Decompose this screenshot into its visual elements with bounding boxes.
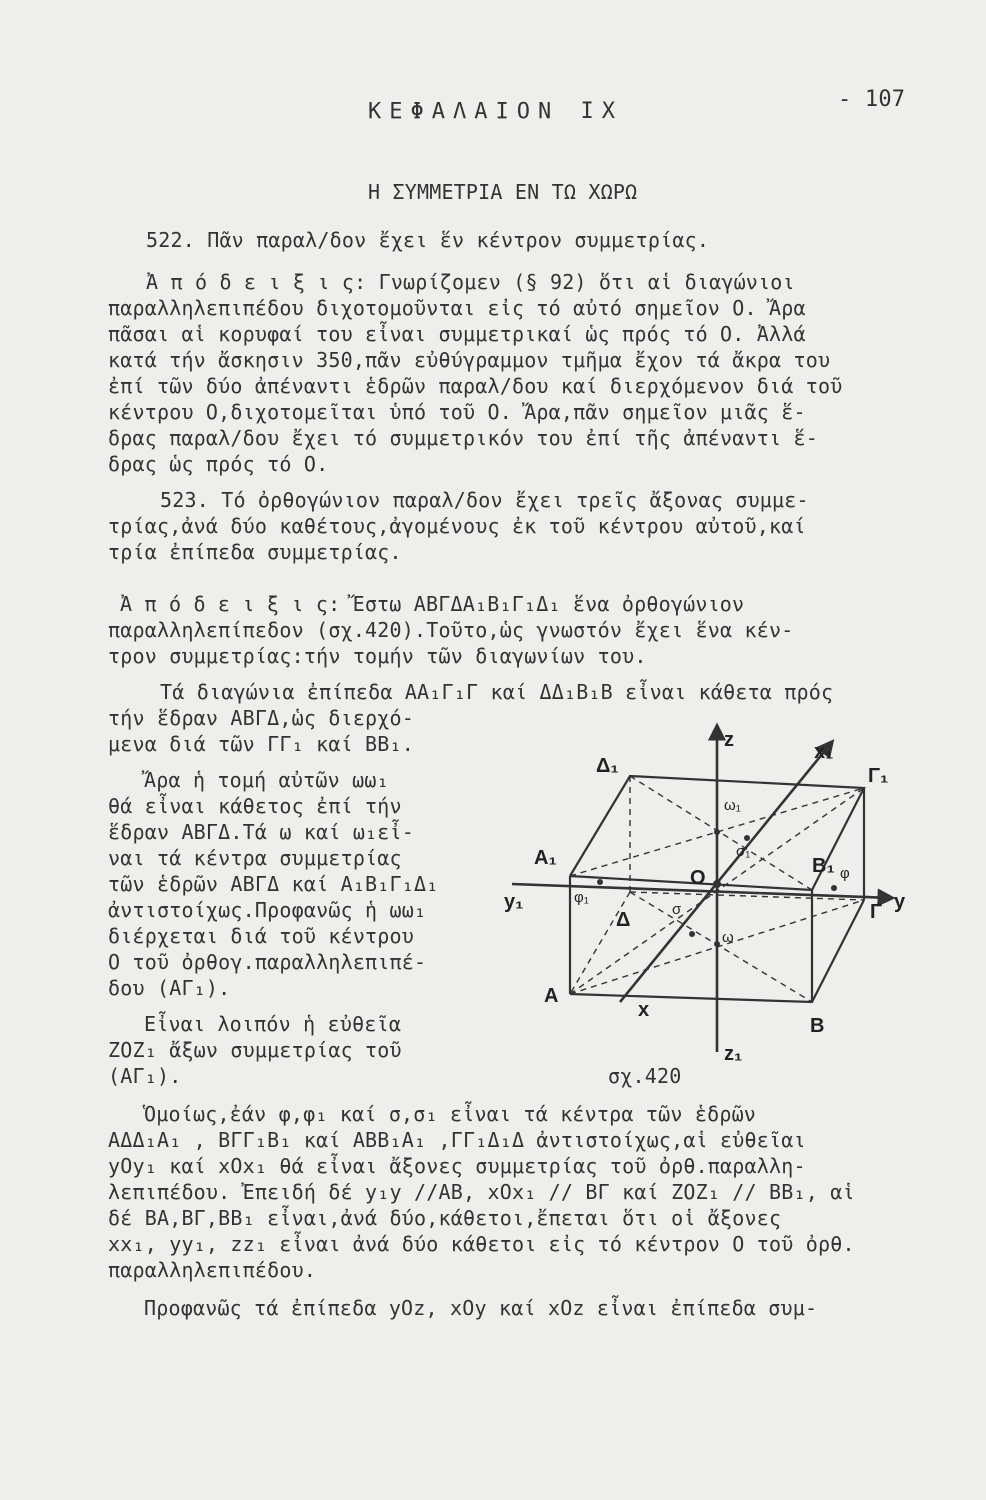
- point-sigma1: [744, 835, 750, 841]
- label-G: Γ: [870, 901, 883, 923]
- text-line: δέ ΒΑ,ΒΓ,ΒΒ₁ εἶναι,ἀνά δύο,κάθετοι,ἔπεται ὅτι οἱ ἄξονες: [108, 1206, 782, 1230]
- label-y1: y₁: [504, 891, 524, 913]
- label-B1: B₁: [812, 855, 835, 877]
- point-omega: [714, 941, 720, 947]
- text-line: λεπιπέδου. Ἐπειδή δέ y₁y //ΑΒ, xOx₁ // ΒΓ καί ΖΟΖ₁ // ΒΒ₁, αἱ: [108, 1180, 855, 1204]
- label-x: x: [638, 999, 650, 1021]
- text-line: Ὁμοίως,ἐάν φ,φ₁ καί σ,σ₁ εἶναι τά κέντρα τῶν ἑδρῶν: [144, 1102, 757, 1126]
- point-sigma: [689, 931, 695, 937]
- label-omega1: ω₁: [724, 797, 741, 814]
- text-line: διέρχεται διά τοῦ κέντρου: [108, 924, 415, 948]
- label-z1: z₁: [724, 1043, 743, 1065]
- point-omega1: [714, 829, 720, 835]
- text-line: 523. Τό ὀρθογώνιον παραλ/δον ἔχει τρεῖς ἄξονας συμμε-: [160, 488, 809, 512]
- text-line: ΑΔΔ₁Α₁ , ΒΓΓ₁Β₁ καί ΑΒΒ₁Α₁ ,ΓΓ₁Δ₁Δ ἀντιστοίχως,αἱ εὐθεῖαι: [108, 1128, 806, 1152]
- label-A: A: [544, 985, 559, 1007]
- text-line: κατά τήν ἄσκησιν 350,πᾶν εὐθύγραμμον τμῆμα ἔχον τά ἄκρα του: [108, 348, 831, 372]
- text-line: πᾶσαι αἱ κορυφαί του εἶναι συμμετρικαί ὡς πρός τό Ο. Ἀλλά: [108, 322, 806, 346]
- text-line: ναι τά κέντρα συμμετρίας: [108, 846, 402, 870]
- text-line: δου (ΑΓ₁).: [108, 976, 231, 1000]
- label-sigma: σ: [672, 901, 682, 918]
- label-B: B: [810, 1015, 825, 1037]
- edge-AD: [570, 892, 630, 994]
- label-omega: ω: [722, 929, 734, 946]
- diag-DB: [630, 892, 812, 1002]
- text-line: Ἄρα ἡ τομή αὐτῶν ωω₁: [144, 768, 389, 792]
- text-line: ἀντιστοίχως.Προφανῶς ἡ ωω₁: [108, 898, 427, 922]
- text-line: ἕδραν ΑΒΓΔ.Τά ω καί ω₁εἶ-: [108, 820, 415, 844]
- text-line: τῶν ἑδρῶν ΑΒΓΔ καί Α₁Β₁Γ₁Δ₁: [108, 872, 439, 896]
- text-line: xx₁, yy₁, zz₁ εἶναι ἀνά δύο κάθετοι εἰς τό κέντρον Ο τοῦ ὀρθ.: [108, 1232, 855, 1256]
- label-x1: x₁: [814, 741, 834, 763]
- label-A1: A₁: [534, 847, 557, 869]
- parallelepiped-figure: [492, 712, 932, 1102]
- figure-caption: σχ.420: [608, 1064, 682, 1088]
- text-line: Τά διαγώνια ἐπίπεδα ΑΑ₁Γ₁Γ καί ΔΔ₁Β₁Β εἶναι κάθετα πρός: [160, 680, 834, 704]
- label-sigma1: σ₁: [736, 843, 751, 860]
- text-line: δρας παραλ/δου ἔχει τό συμμετρικόν του ἐπί τῆς ἀπέναντι ἕ-: [108, 426, 818, 450]
- diag-D1B1: [630, 776, 812, 890]
- text-line: Ἀ π ό δ ε ι ξ ι ς: Γνωρίζομεν (§ 92) ὅτι αἱ διαγώνιοι: [146, 270, 795, 294]
- text-line: παραλληλεπιπέδου.: [108, 1258, 317, 1282]
- label-y: y: [894, 891, 906, 913]
- text-line: παραλληλεπιπέδου διχοτομοῦνται εἰς τό αὐτό σημεῖον Ο. Ἄρα: [108, 296, 806, 320]
- section-title: Η ΣΥΜΜΕΤΡΙΑ ΕΝ ΤΩ ΧΩΡΩ: [368, 180, 638, 204]
- chapter-title: ΚΕΦΑΛΑΙΟΝ IX: [368, 99, 623, 124]
- label-G1: Γ₁: [868, 765, 889, 787]
- label-phi: φ: [840, 865, 850, 882]
- text-line: Προφανῶς τά ἐπίπεδα yOz, xOy καί xOz εἶναι ἐπίπεδα συμ-: [144, 1296, 818, 1320]
- text-line: (ΑΓ₁).: [108, 1064, 182, 1088]
- text-line: δρας ὡς πρός τό Ο.: [108, 452, 329, 476]
- label-D: Δ: [616, 909, 631, 931]
- text-line: τρία ἐπίπεδα συμμετρίας.: [108, 540, 402, 564]
- text-line: ΖΟΖ₁ ἄξων συμμετρίας τοῦ: [108, 1038, 402, 1062]
- text-line: Ἀ π ό δ ε ι ξ ι ς: Ἔστω ΑΒΓΔΑ₁Β₁Γ₁Δ₁ ἕνα ὀρθογώνιον: [120, 592, 745, 616]
- text-line: Ο τοῦ ὀρθογ.παραλληλεπιπέ-: [108, 950, 427, 974]
- text-line: Εἶναι λοιπόν ἡ εὐθεῖα: [144, 1012, 402, 1036]
- label-z: z: [724, 729, 734, 751]
- label-O: O: [690, 867, 706, 889]
- point-phi1: [597, 879, 603, 885]
- text-line: μενα διά τῶν ΓΓ₁ καί ΒΒ₁.: [108, 732, 415, 756]
- text-line: yOy₁ καί xOx₁ θά εἶναι ἄξονες συμμετρίας τοῦ ὀρθ.παραλλη-: [108, 1154, 806, 1178]
- text-line: τρίας,ἀνά δύο καθέτους,ἀγομένους ἐκ τοῦ κέντρου αὐτοῦ,καί: [108, 514, 806, 538]
- label-D1: Δ₁: [596, 755, 619, 777]
- text-line: τήν ἕδραν ΑΒΓΔ,ὡς διερχό-: [108, 706, 415, 730]
- label-phi1: φ₁: [574, 889, 589, 906]
- page-number: - 107: [838, 87, 906, 112]
- text-line: ἐπί τῶν δύο ἀπέναντι ἑδρῶν παραλ/δου καί διερχόμενον διά τοῦ: [108, 374, 843, 398]
- text-line: παραλληλεπίπεδον (σχ.420).Τοῦτο,ὡς γνωστόν ἔχει ἕνα κέν-: [108, 618, 794, 642]
- text-line: τρον συμμετρίας:τήν τομήν τῶν διαγωνίων του.: [108, 644, 647, 668]
- text-line: κέντρου Ο,διχοτομεῖται ὑπό τοῦ Ο. Ἄρα,πᾶν σημεῖον μιᾶς ἕ-: [108, 400, 806, 424]
- text-line: θά εἶναι κάθετος ἐπί τήν: [108, 794, 402, 818]
- text-line: 522. Πᾶν παραλ/δον ἔχει ἕν κέντρον συμμετρίας.: [146, 228, 710, 252]
- point-phi: [831, 885, 837, 891]
- point-O: [713, 880, 721, 888]
